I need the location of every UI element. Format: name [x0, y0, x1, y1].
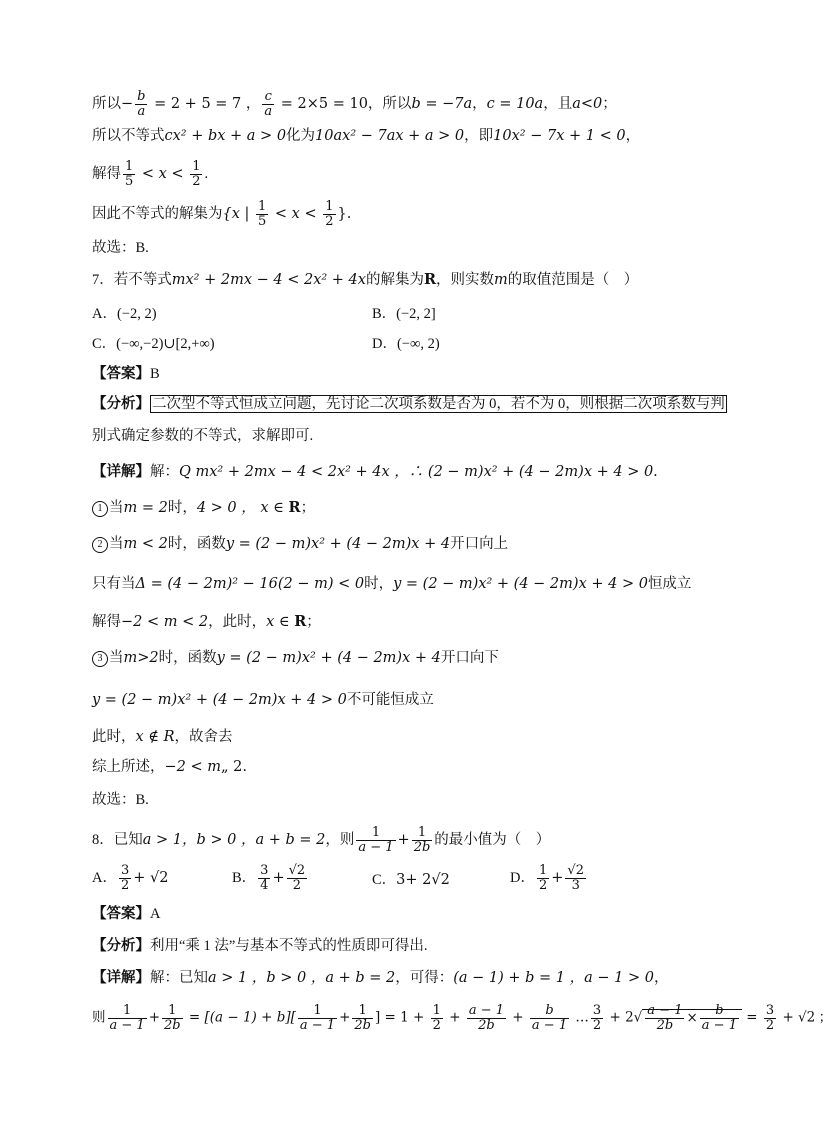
detail-tag: 【详解】	[92, 970, 150, 986]
end-punct: ；	[300, 500, 316, 516]
math-expr: 10x² − 7x + 1 < 0	[493, 128, 626, 144]
plus: +	[444, 1009, 465, 1026]
fraction	[258, 864, 270, 893]
math-expr: y = (2 − m)x² + (4 − 2m)x + 4 > 0	[393, 576, 648, 592]
numerator: 3	[592, 1003, 602, 1018]
math-expr: m < 2	[123, 536, 168, 552]
option-a	[92, 864, 169, 893]
text: 解：已知	[150, 970, 208, 986]
text: 的最小值为（ ）	[434, 831, 551, 848]
text: 开口向下	[440, 650, 499, 666]
fraction	[412, 826, 433, 855]
math-expr: }.	[337, 205, 352, 222]
numerator: 1	[325, 199, 334, 214]
text: 化为	[286, 128, 316, 144]
fraction	[323, 200, 335, 229]
end-punct: .	[204, 165, 209, 182]
denominator: 2	[432, 1018, 441, 1033]
denominator: 2b	[354, 1018, 371, 1033]
variable: m	[494, 272, 508, 288]
plus: +	[339, 1009, 351, 1026]
text: 综上所述，	[92, 759, 165, 775]
text: 所以不等式	[92, 128, 165, 144]
answer-tag: 【答案】	[92, 906, 150, 922]
denominator: a − 1	[358, 840, 394, 855]
analysis-text: 二次型不等式恒成立问题，先讨论二次项系数是否为 0，若不为 0，则根据二次项系数与判	[152, 396, 725, 412]
question-7	[92, 270, 734, 290]
math-expr: = [(a − 1) + b][	[184, 1009, 296, 1026]
analysis-8	[92, 936, 734, 956]
real-set-symbol: R	[423, 271, 437, 288]
math-expr: 3+ 2√2	[396, 872, 450, 888]
relation: a<0	[572, 95, 603, 112]
numerator: a − 1	[647, 1003, 683, 1018]
equals: =	[741, 1009, 762, 1026]
text: 不可能恒成立	[346, 692, 434, 708]
fraction-b-over-a	[135, 90, 147, 119]
answer-value: B	[150, 366, 160, 382]
math-expr: 10ax² − 7ax + a > 0	[315, 128, 465, 144]
math-expr: 4 > 0 ， x ∈	[196, 500, 289, 516]
equation: = 2×5 = 10，所以	[276, 95, 412, 112]
text: 时，函数	[158, 650, 217, 666]
solution-line-solve	[92, 160, 734, 189]
math-expr: + √2	[778, 1009, 816, 1026]
text: ，故舍去	[174, 729, 233, 745]
math-expr: −2 < m	[164, 759, 221, 775]
fraction	[467, 1004, 506, 1033]
denominator: a	[137, 104, 146, 119]
case-2-result	[92, 612, 734, 632]
text: ，可得：	[395, 970, 454, 986]
question-number: 7．若不等式	[92, 272, 172, 288]
separator: ，且	[543, 95, 573, 112]
plus: +	[148, 1009, 160, 1026]
numerator: 1	[125, 159, 134, 174]
numerator: 3	[120, 863, 130, 878]
math-expr: + √2	[133, 869, 169, 886]
fraction	[530, 1004, 569, 1033]
select-7: 故选：B.	[92, 792, 149, 808]
denominator: 2	[192, 174, 201, 189]
detail-8-derivation	[92, 1003, 832, 1033]
math-expr: mx² + 2mx − 4 < 2x² + 4x	[171, 272, 366, 288]
math-expr: < x <	[270, 205, 322, 222]
separator: ，	[472, 95, 487, 112]
option-c	[372, 868, 450, 889]
option-label: C．	[372, 872, 397, 888]
end-punct: ；	[306, 614, 321, 630]
math-expr: cx² + bx + a > 0	[164, 128, 287, 144]
analysis-tag: 【分析】	[92, 938, 150, 954]
denominator: 2	[292, 878, 302, 893]
fraction	[431, 1004, 443, 1033]
math-expr: a > 1 ，b > 0 ，a + b = 2	[208, 970, 396, 986]
numerator: √2	[567, 863, 584, 878]
fraction	[537, 864, 549, 893]
text: 的解集为	[365, 272, 424, 288]
answer-8	[92, 904, 734, 924]
option-a: A．(−2, 2)	[92, 306, 157, 322]
fraction	[162, 1004, 183, 1033]
times: ×	[686, 1009, 698, 1026]
numerator: b	[530, 1004, 569, 1019]
math-expr: y = (2 − m)x² + (4 − 2m)x + 4 > 0	[92, 692, 347, 708]
text: ，	[653, 970, 669, 986]
denominator: 2	[765, 1018, 775, 1033]
fraction	[298, 1004, 337, 1033]
text: ，则	[325, 831, 355, 848]
question-8	[92, 826, 734, 855]
text: ，此时，	[208, 614, 267, 630]
numerator: 1	[432, 1003, 441, 1018]
summary-7	[92, 757, 734, 777]
numerator: 3	[765, 1003, 775, 1018]
plus: +	[397, 831, 410, 848]
denominator: a − 1	[299, 1018, 336, 1033]
denominator: 2	[592, 1018, 602, 1033]
text: 时，函数	[167, 536, 226, 552]
analysis-tag: 【分析】	[92, 396, 150, 412]
denominator: 2b	[164, 1018, 181, 1033]
real-set-symbol: R	[288, 499, 301, 516]
text: 解得	[92, 614, 121, 630]
circled-number: 3	[92, 651, 108, 667]
math-expr: < x <	[137, 165, 189, 182]
denominator: 2	[538, 878, 548, 893]
fraction	[108, 1004, 147, 1033]
sqrt-radicand	[642, 1003, 742, 1033]
math-expr: ] = 1 +	[374, 1009, 429, 1026]
fraction	[591, 1004, 603, 1033]
text: 解：	[150, 464, 179, 480]
answer-value: A	[150, 906, 161, 922]
case-3-condition	[92, 690, 734, 710]
option-d: D．(−∞, 2)	[372, 336, 440, 352]
math-expr: Δ = (4 − 2m)² − 16(2 − m) < 0	[135, 576, 365, 592]
denominator: 2	[120, 878, 130, 893]
answer-tag: 【答案】	[92, 366, 150, 382]
equation: = 2 + 5 = 7 ，	[149, 95, 261, 112]
text: 开口向上	[450, 536, 509, 552]
option-label: A．	[92, 869, 117, 886]
end-punct: ；	[602, 95, 617, 112]
fraction	[565, 864, 586, 893]
text: 此时，	[92, 729, 136, 745]
case-1	[92, 498, 734, 518]
numerator: 1	[412, 826, 433, 841]
plus: +	[551, 869, 564, 886]
math-expr: x ∉ R	[135, 729, 175, 745]
option-c: C．(−∞,−2)∪[2,+∞)	[92, 336, 215, 352]
le-symbol: „	[221, 759, 229, 775]
denominator: 5	[258, 214, 267, 229]
circled-number: 2	[92, 537, 108, 553]
option-b	[232, 864, 309, 893]
numerator: 1	[352, 1004, 373, 1019]
relation: b = −7a	[411, 95, 473, 112]
plus: +	[272, 869, 285, 886]
relation: c = 10a	[486, 95, 544, 112]
case-3-result	[92, 727, 734, 747]
numerator: b	[700, 1004, 739, 1019]
fraction	[352, 1004, 373, 1033]
text: 的取值范围是（ ）	[507, 272, 639, 288]
denominator: 2b	[656, 1018, 674, 1033]
text: 则	[92, 1009, 106, 1025]
numerator: 1	[162, 1004, 183, 1019]
math-expr: y = (2 − m)x² + (4 − 2m)x + 4	[225, 536, 451, 552]
solution-line-ratios	[92, 90, 734, 119]
fraction-c-over-a	[262, 90, 274, 119]
case-2	[92, 534, 734, 554]
text: 所以	[92, 95, 121, 112]
denominator: 2	[325, 214, 334, 229]
denominator: a	[264, 104, 273, 119]
math-expr: + 2	[605, 1009, 634, 1026]
answer-7	[92, 364, 734, 384]
numerator: 1	[538, 863, 548, 878]
math-expr: Q mx² + 2mx − 4 < 2x² + 4x ，∴ (2 − m)x² + (4 − 2m)x + 4 > 0.	[179, 464, 658, 480]
analysis-text: 利用“乘 1 法”与基本不等式的性质即可得出.	[150, 938, 428, 954]
text: 因此不等式的解集为	[92, 205, 223, 222]
denominator: a − 1	[701, 1018, 737, 1033]
fraction	[123, 160, 135, 189]
math-expr: m = 2	[123, 500, 168, 516]
case-2-condition	[92, 574, 734, 594]
numerator: c	[262, 90, 274, 105]
fraction	[119, 864, 131, 893]
fraction	[287, 864, 308, 893]
math-expr: (a − 1) + b = 1 ，a − 1 > 0	[453, 970, 654, 986]
analysis-7-cont: 别式确定参数的不等式，求解即可.	[92, 428, 314, 444]
text: ，即	[464, 128, 494, 144]
fraction	[645, 1004, 684, 1033]
math-expr: x ∈	[266, 614, 295, 630]
math-expr: 2.	[228, 759, 247, 775]
fraction	[700, 1004, 739, 1033]
analysis-7	[92, 394, 734, 414]
text: 当	[109, 536, 124, 552]
option-b: B．(−2, 2]	[372, 306, 436, 322]
numerator: 3	[260, 863, 269, 878]
denominator: 2b	[478, 1018, 495, 1033]
text: 时，	[167, 500, 197, 516]
real-set-symbol: R	[294, 613, 307, 630]
question-number: 8．已知	[92, 831, 143, 848]
fraction	[190, 160, 202, 189]
text: 恒成立	[647, 576, 692, 592]
end-punct: ；	[815, 1009, 832, 1025]
denominator: 3	[571, 878, 580, 893]
solution-line-transform	[92, 126, 734, 146]
math-expr: {x |	[222, 205, 255, 222]
text: ，	[625, 128, 641, 144]
math-expr: y = (2 − m)x² + (4 − 2m)x + 4	[216, 650, 441, 666]
math-expr: −2 < m < 2	[121, 614, 209, 630]
numerator: 1	[108, 1004, 147, 1019]
text: 当	[109, 650, 124, 666]
solution-line-set	[92, 200, 734, 229]
option-label: D．	[510, 869, 535, 886]
option-d	[510, 864, 588, 893]
fraction	[356, 826, 395, 855]
numerator: 1	[192, 159, 201, 174]
detail-7	[92, 462, 734, 482]
text: 当	[109, 500, 124, 516]
denominator: 5	[125, 174, 134, 189]
numerator: 1	[258, 199, 267, 214]
circled-number: 1	[92, 501, 108, 517]
fraction	[764, 1004, 776, 1033]
case-3	[92, 648, 734, 668]
math-expr: a > 1，b > 0 ，a + b = 2	[142, 831, 326, 848]
denominator: a − 1	[109, 1018, 145, 1033]
sqrt-sign: √	[633, 1009, 643, 1026]
denominator: 2b	[413, 840, 431, 855]
detail-tag: 【详解】	[92, 464, 150, 480]
detail-8	[92, 968, 734, 988]
numerator: 1	[298, 1004, 337, 1019]
text: 只有当	[92, 576, 136, 592]
plus: +	[508, 1009, 528, 1026]
denominator: 4	[260, 878, 269, 893]
denominator: a − 1	[531, 1018, 568, 1033]
minus-sign: −	[121, 95, 134, 112]
text: 解得	[92, 165, 121, 182]
fraction	[256, 200, 268, 229]
numerator: a − 1	[468, 1003, 505, 1018]
numerator: 1	[356, 826, 395, 841]
text: ，则实数	[436, 272, 495, 288]
math-expr: m>2	[123, 650, 159, 666]
numerator: √2	[288, 863, 306, 878]
ge-symbol: …	[571, 1009, 589, 1026]
option-label: B．	[232, 869, 257, 886]
numerator: b	[137, 89, 146, 104]
answer-choice-line: 故选：B.	[92, 240, 149, 256]
text: 时，	[364, 576, 394, 592]
